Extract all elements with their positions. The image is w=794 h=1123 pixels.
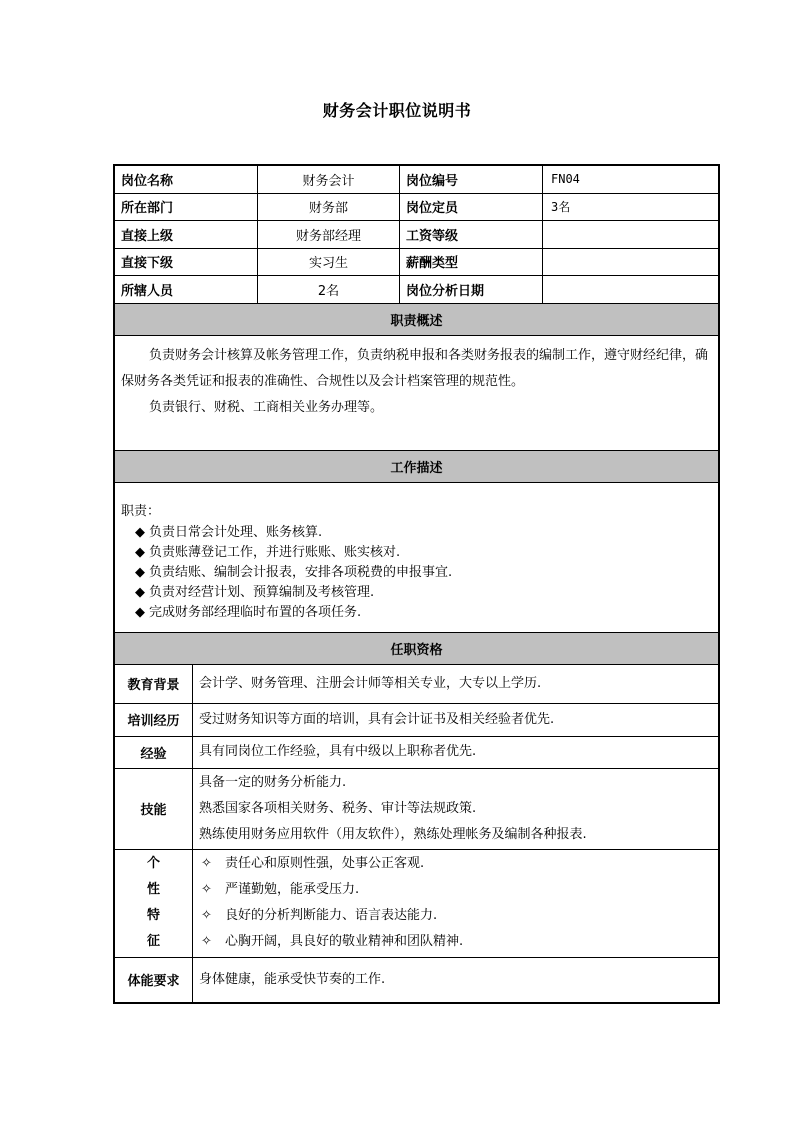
diamond-bullet-icon: ◆ (135, 604, 145, 620)
experience-value (193, 737, 718, 768)
trait-line (199, 877, 718, 903)
trait-line (199, 929, 718, 955)
info-row-superior (115, 221, 718, 249)
salary-grade-label: 工资等级 (400, 221, 543, 248)
direct-subordinate-label: 直接下级 (115, 249, 258, 276)
section-header-qualifications: 任职资格 (115, 633, 718, 665)
position-code-label: 岗位编号 (400, 166, 543, 193)
info-row-staff (115, 276, 718, 304)
department-label: 所在部门 (115, 194, 258, 221)
trait-text: 责任心和原则性强，处事公正客观. (225, 856, 425, 871)
personality-label (115, 850, 193, 957)
position-name-value: 财务会计 (258, 166, 400, 193)
physical-value (193, 958, 718, 1002)
info-row-subordinate (115, 249, 718, 277)
training-text: 受过财务知识等方面的培训，具有会计证书及相关经验者优先. (199, 711, 555, 727)
personality-label-char: 个 (146, 856, 160, 871)
duties-label: 职责： (121, 503, 161, 519)
skills-value (193, 769, 718, 849)
summary-paragraph: 负责银行、财税、工商相关业务办理等。 (149, 399, 384, 415)
pay-type-value (543, 249, 718, 276)
star-bullet-icon: ✧ (201, 856, 212, 871)
analysis-date-label: 岗位分析日期 (400, 276, 543, 303)
qual-row-experience (115, 737, 718, 769)
qual-row-education (115, 665, 718, 704)
duty-text: 负责账薄登记工作，并进行账账、账实核对. (149, 544, 401, 560)
position-name-label: 岗位名称 (115, 166, 258, 193)
direct-superior-label: 直接上级 (115, 221, 258, 248)
list-item (121, 603, 712, 623)
duty-text: 负责日常会计处理、账务核算. (149, 524, 323, 540)
education-text: 会计学、财务管理、注册会计师等相关专业，大专以上学历. (199, 675, 542, 691)
duty-text: 负责结账、编制会计报表，安排各项税费的申报事宜. (149, 564, 453, 580)
summary-paragraph: 负责财务会计核算及帐务管理工作，负责纳税申报和各类财务报表的编制工作，遵守财经纪律，确保财务各类凭证和报表的准确性、合规性以及会计档案管理的规范性。 (121, 347, 709, 389)
skill-line: 具备一定的财务分析能力. (199, 774, 347, 790)
position-code-value: FN04 (551, 172, 580, 187)
page-title: 财务会计职位说明书 (322, 101, 472, 120)
skill-line: 熟练使用财务应用软件（用友软件），熟练处理帐务及编制各种报表. (199, 826, 587, 842)
info-row-department (115, 194, 718, 222)
section-header-summary: 职责概述 (115, 304, 718, 336)
trait-text: 良好的分析判断能力、语言表达能力. (225, 908, 438, 923)
direct-superior-value: 财务部经理 (258, 221, 400, 248)
duties-list (121, 523, 712, 623)
personality-label-char: 征 (146, 934, 160, 949)
headcount-value: 3名 (551, 200, 571, 215)
personality-value (193, 850, 718, 957)
qual-row-physical (115, 958, 718, 1002)
job-description-table (113, 164, 720, 1004)
qual-row-training (115, 704, 718, 737)
qual-row-personality (115, 850, 718, 958)
salary-grade-value (543, 221, 718, 248)
duty-text: 完成财务部经理临时布置的各项任务. (149, 604, 362, 620)
duty-text: 负责对经营计划、预算编制及考核管理. (149, 584, 375, 600)
pay-type-label: 薪酬类型 (400, 249, 543, 276)
section-header-work: 工作描述 (115, 451, 718, 483)
physical-label: 体能要求 (115, 958, 193, 1002)
diamond-bullet-icon: ◆ (135, 544, 145, 560)
personality-label-char: 特 (146, 908, 160, 923)
star-bullet-icon: ✧ (201, 934, 212, 949)
physical-text: 身体健康，能承受快节奏的工作. (199, 971, 386, 987)
education-label: 教育背景 (115, 665, 193, 703)
info-row-position (115, 166, 718, 194)
list-item (121, 543, 712, 563)
trait-text: 严谨勤勉，能承受压力. (225, 882, 360, 897)
education-value (193, 665, 718, 703)
direct-subordinate-value: 实习生 (258, 249, 400, 276)
skills-label: 技能 (115, 769, 193, 849)
experience-text: 具有同岗位工作经验，具有中级以上职称者优先. (199, 744, 477, 759)
trait-line (199, 851, 718, 877)
analysis-date-value (543, 276, 718, 303)
personality-label-char: 性 (146, 882, 160, 897)
skill-line: 熟悉国家各项相关财务、税务、审计等法规政策. (199, 800, 477, 816)
diamond-bullet-icon: ◆ (135, 564, 145, 580)
list-item (121, 563, 712, 583)
experience-label: 经验 (115, 737, 193, 768)
trait-line (199, 903, 718, 929)
summary-body (115, 336, 718, 451)
staff-count-value: 2名 (258, 276, 400, 303)
star-bullet-icon: ✧ (201, 882, 212, 897)
star-bullet-icon: ✧ (201, 908, 212, 923)
staff-count-label: 所辖人员 (115, 276, 258, 303)
list-item (121, 523, 712, 543)
work-description-body (115, 483, 718, 633)
training-value (193, 704, 718, 736)
list-item (121, 583, 712, 603)
training-label: 培训经历 (115, 704, 193, 736)
qual-row-skills (115, 769, 718, 850)
trait-text: 心胸开阔，具良好的敬业精神和团队精神. (225, 934, 464, 949)
department-value: 财务部 (258, 194, 400, 221)
diamond-bullet-icon: ◆ (135, 584, 145, 600)
headcount-label: 岗位定员 (400, 194, 543, 221)
diamond-bullet-icon: ◆ (135, 524, 145, 540)
